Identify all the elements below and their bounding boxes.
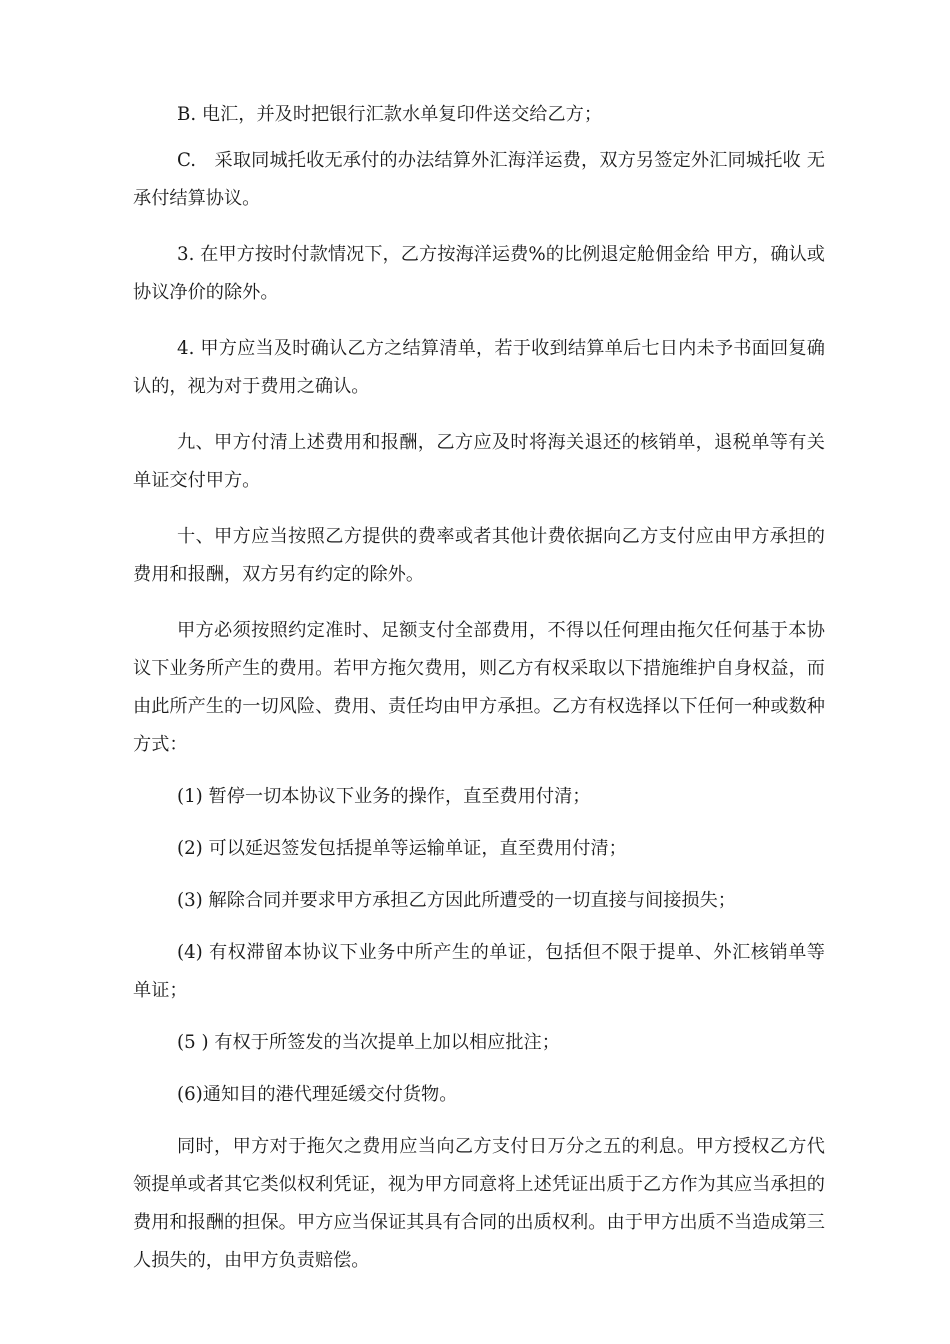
list-item-measure-6: (6)通知目的港代理延缓交付货物。 — [177, 1084, 458, 1105]
paragraph-payment-b: B. 电汇，并及时把银行汇款水单复印件送交给乙方； — [177, 104, 603, 125]
list-item-measure-5: (5 ) 有权于所签发的当次提单上加以相应批注； — [177, 1032, 560, 1053]
paragraph-article-9: 九、甲方付清上述费用和报酬，乙方应及时将海关退还的核销单，退税单等有关单证交付甲方。 — [133, 432, 825, 491]
list-item-measure-4: (4) 有权滞留本协议下业务中所产生的单证，包括但不限于提单、外汇核销单等单证； — [133, 942, 825, 1001]
list-item-measure-3: (3) 解除合同并要求甲方承担乙方因此所遭受的一切直接与间接损失； — [177, 890, 736, 911]
paragraph-interest-pledge: 同时，甲方对于拖欠之费用应当向乙方支付日万分之五的利息。甲方授权乙方代领提单或者其它类似权利凭证，视为甲方同意将上述凭证出质于乙方作为其应当承担的费用和报酬的担保。甲方应当保证其具有合同的出质权利。由于甲方出质不当造成第三人损失的，由甲方负责赔偿。 — [133, 1136, 825, 1271]
paragraph-clause-4: 4. 甲方应当及时确认乙方之结算清单，若于收到结算单后七日内未予书面回复确认的，视为对于费用之确认。 — [133, 338, 825, 397]
paragraph-article-10: 十、甲方应当按照乙方提供的费率或者其他计费依据向乙方支付应由甲方承担的费用和报酬，双方另有约定的除外。 — [133, 526, 825, 585]
list-item-measure-1: (1) 暂停一切本协议下业务的操作，直至费用付清； — [177, 786, 591, 807]
paragraph-clause-3: 3. 在甲方按时付款情况下，乙方按海洋运费%的比例退定舱佣金给 甲方，确认或协议净价的除外。 — [133, 244, 825, 303]
list-item-measure-2: (2) 可以延迟签发包括提单等运输单证，直至费用付清； — [177, 838, 627, 859]
document-body — [133, 96, 825, 1280]
paragraph-payment-c: C. 采取同城托收无承付的办法结算外汇海洋运费，双方另签定外汇同城托收 无承付结算协议。 — [133, 150, 825, 209]
paragraph-payment-obligation: 甲方必须按照约定准时、足额支付全部费用，不得以任何理由拖欠任何基于本协议下业务所产生的费用。若甲方拖欠费用，则乙方有权采取以下措施维护自身权益，而由此所产生的一切风险、费用、责任均由甲方承担。乙方有权选择以下任何一种或数种方式： — [133, 620, 825, 755]
